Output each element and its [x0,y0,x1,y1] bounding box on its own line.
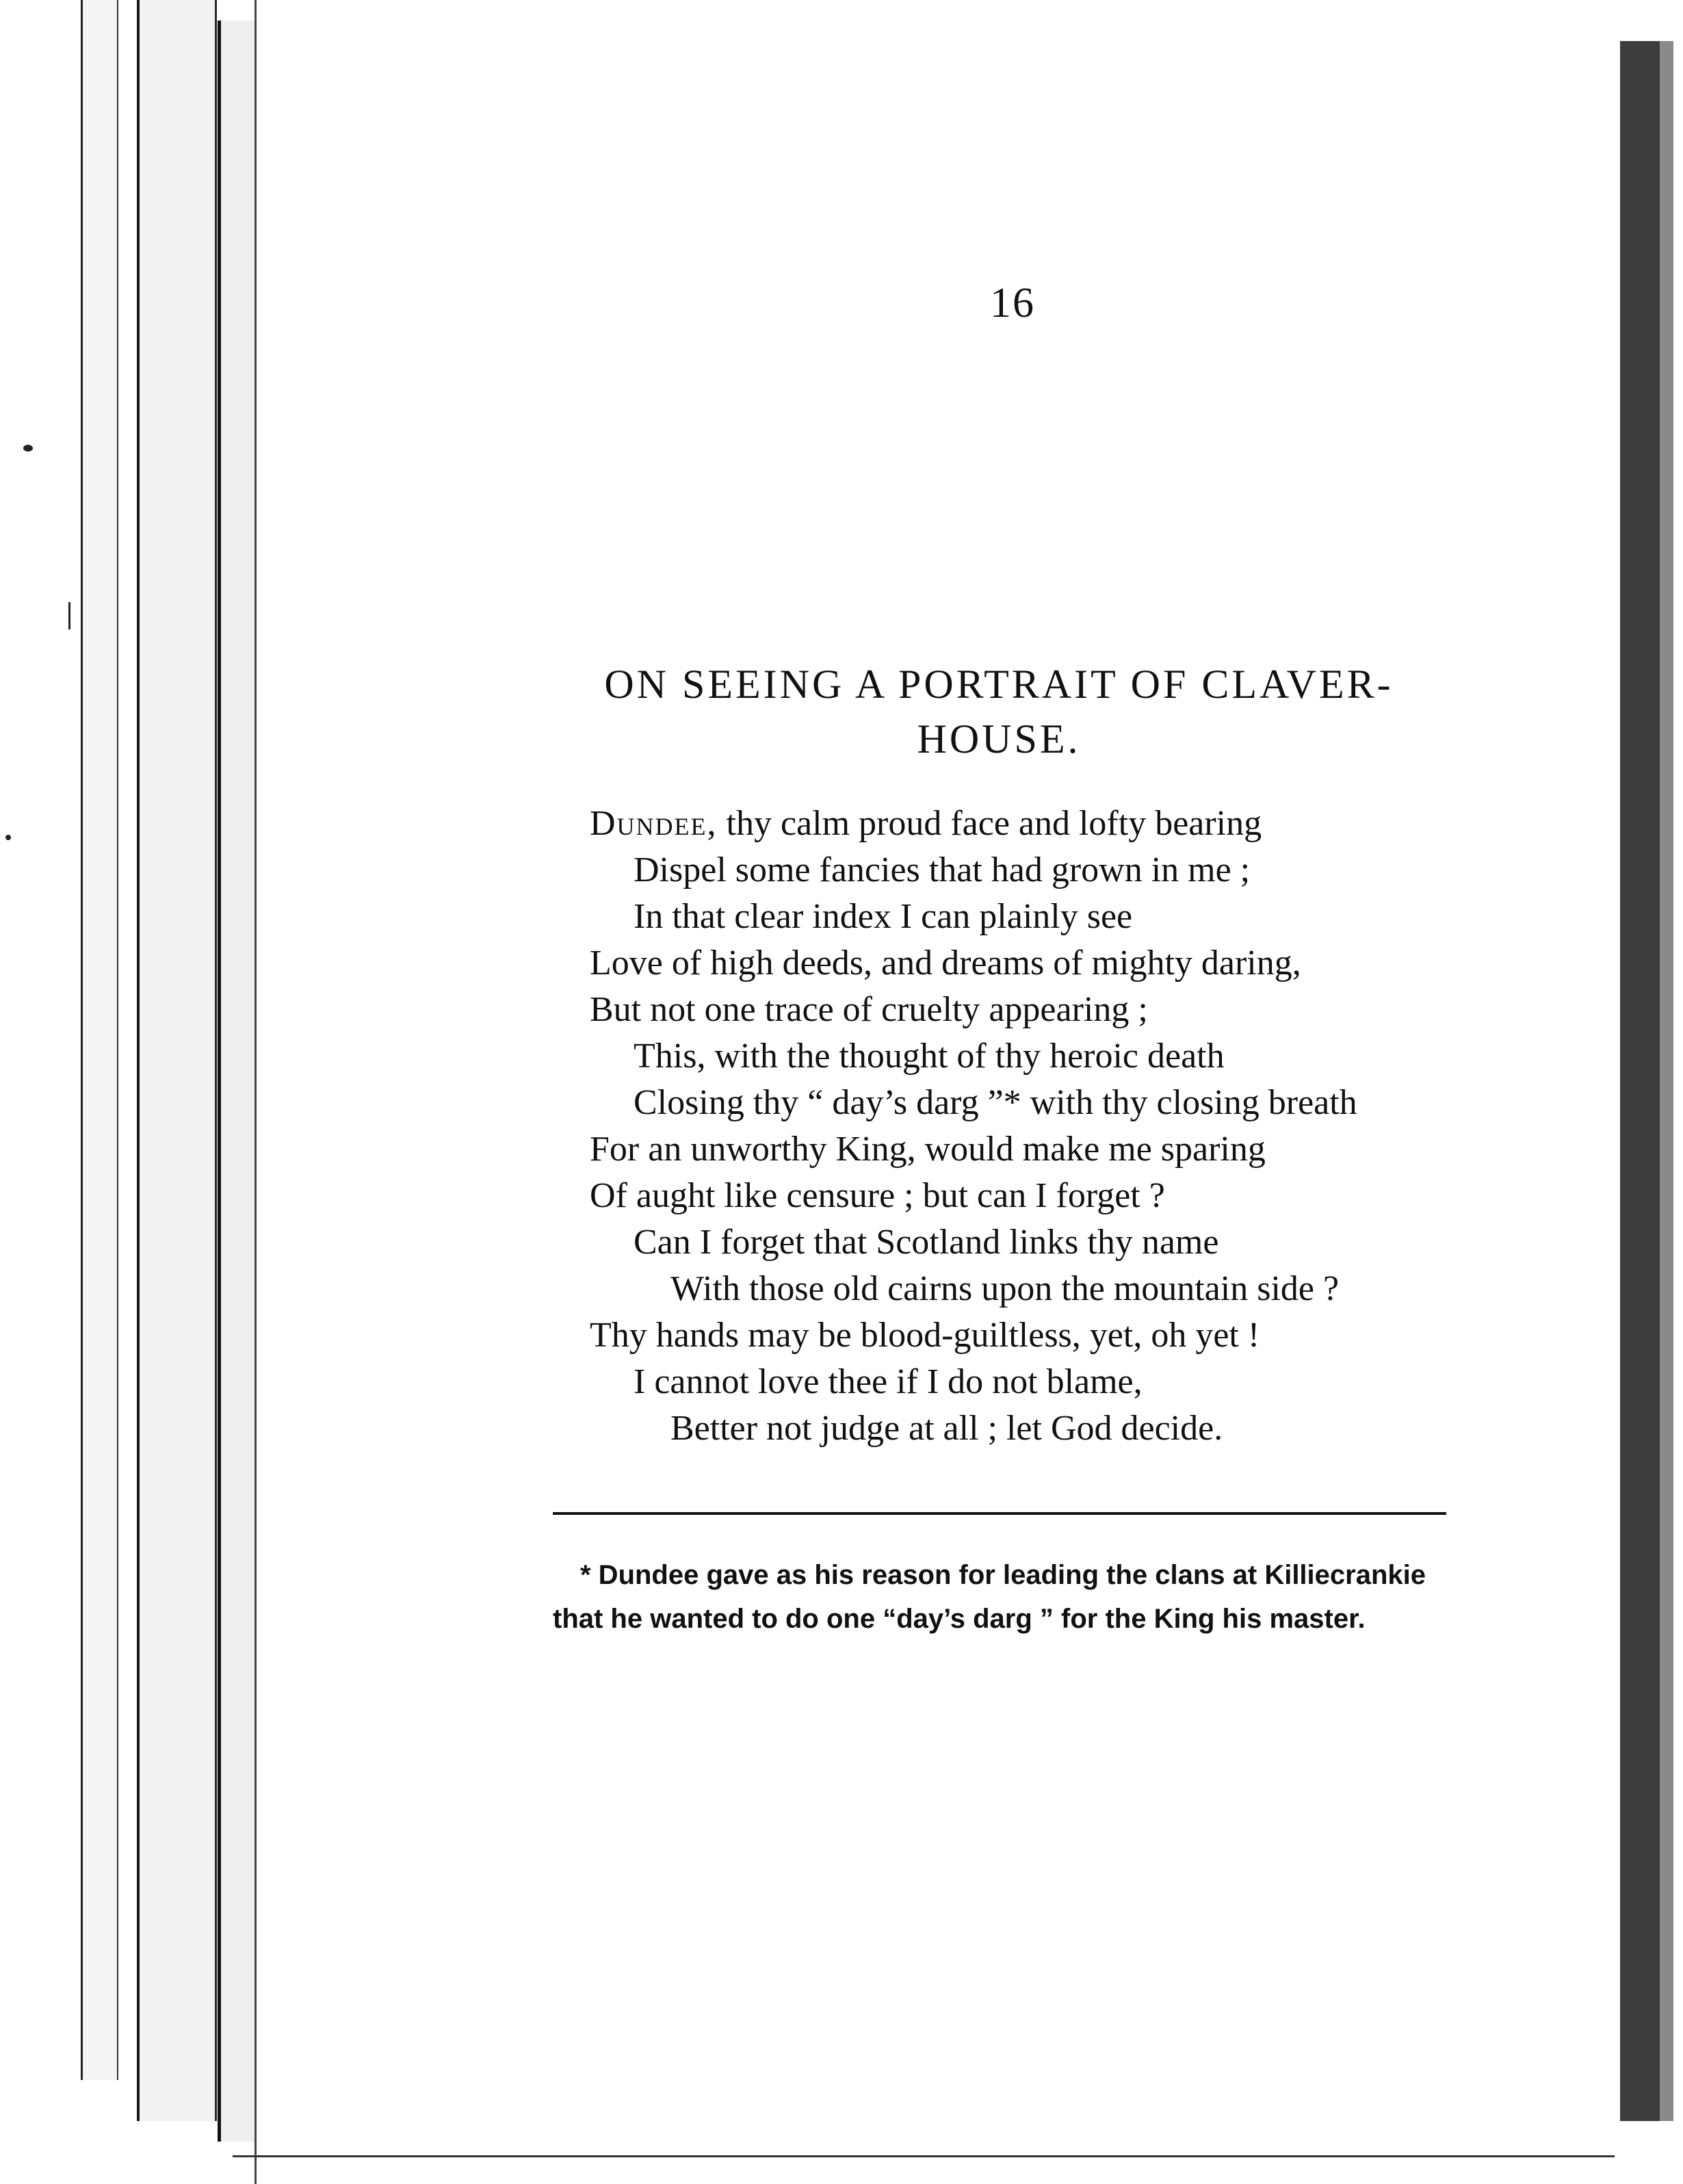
poem-line-5: But not one trace of cruelty appearing ; [590,990,1148,1029]
footnote-divider [553,1512,1446,1515]
poem-first-word: Dundee, [590,804,718,843]
poem-title [540,657,1457,766]
poem-title-line-1: ON SEEING A PORTRAIT OF CLAVER- [604,662,1394,707]
poem-line-11: With those old cairns upon the mountain side ? [670,1269,1340,1308]
poem-line-6: This, with the thought of thy heroic death [634,1037,1225,1076]
poem-line-8: For an unworthy King, would make me sparing [590,1130,1266,1169]
poem-line-12: Thy hands may be blood-guiltless, yet, oh yet ! [590,1316,1260,1355]
poem-line-3: In that clear index I can plainly see [634,897,1133,936]
footnote-line-1: * Dundee gave as his reason for leading the clans at Killiecrankie [580,1560,1426,1590]
footnote [553,1553,1456,1641]
book-edge-middle [137,0,217,2121]
poem-body [590,801,1479,1452]
poem-line-7: Closing thy “ day’s darg ”* with thy closing breath [634,1083,1357,1122]
page-bottom-edge [233,2155,1615,2161]
poem-line-9: Of aught like censure ; but can I forget ? [590,1176,1165,1215]
book-edge-outer [81,0,118,2080]
binding-shadow-edge [1660,41,1673,2121]
book-edge-inner [218,21,257,2142]
poem-line-2: Dispel some fancies that had grown in me ; [634,850,1251,889]
scan-speck [5,835,11,840]
poem-line-14: Better not judge at all ; let God decide. [670,1409,1223,1448]
binding-shadow [1620,41,1660,2121]
poem-line-1-rest: thy calm proud face and lofty bearing [717,804,1262,843]
poem-line-4: Love of high deeds, and dreams of mighty daring, [590,944,1301,983]
poem-title-line-2: HOUSE. [917,716,1081,762]
poem-line-13: I cannot love thee if I do not blame, [634,1362,1143,1401]
poem-line-1 [590,801,1479,847]
footnote-line-2: that he wanted to do one “day’s darg ” for the King his master. [553,1604,1366,1634]
poem-line-10: Can I forget that Scotland links thy name [634,1223,1219,1262]
scan-speck [68,602,70,629]
page-number: 16 [990,280,1035,326]
scan-speck [23,445,33,452]
